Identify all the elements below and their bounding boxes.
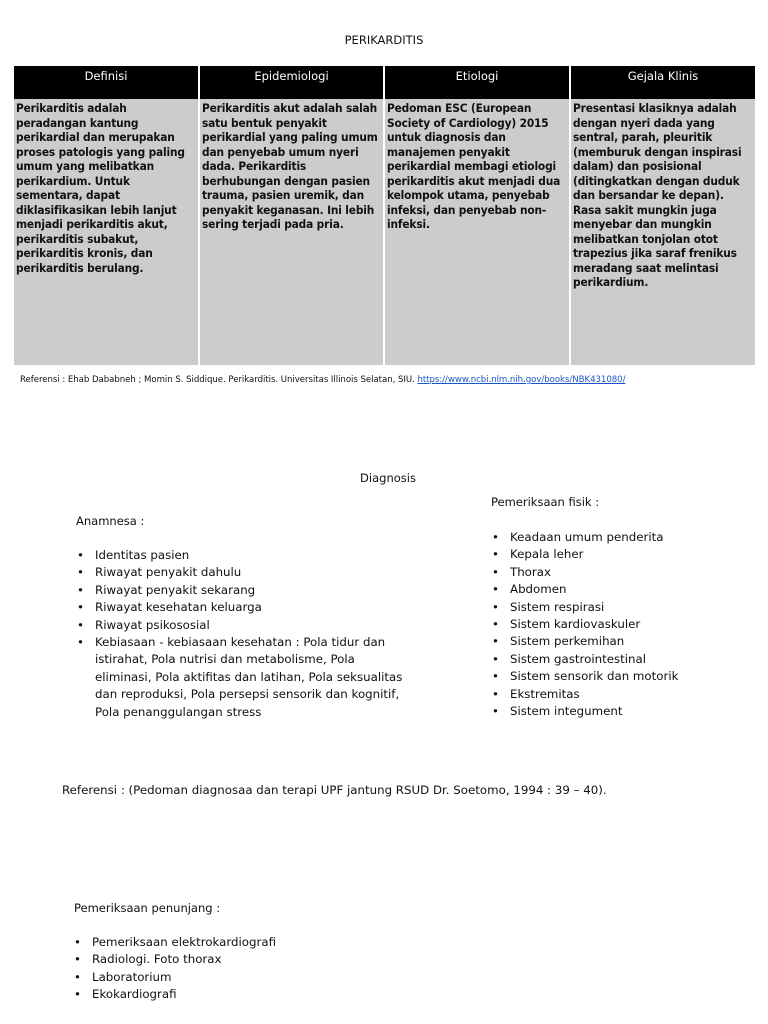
bullet-icon: •	[492, 669, 499, 684]
bullet-icon: •	[492, 530, 499, 544]
header-etiologi: Etiologi	[385, 66, 569, 99]
list-item: • Radiologi. Foto thorax	[74, 951, 374, 968]
bullet-icon: •	[77, 582, 84, 597]
bullet-icon: •	[77, 617, 84, 632]
bullet-icon: •	[492, 634, 499, 649]
list-item: • Kebiasaan - kebiasaan kesehatan : Pola tidur dan istirahat, Pola nutrisi dan metabolisme, Pola eliminasi, Pola aktifitas dan latihan, Pola seksualitas dan reproduksi, Pola persepsi sensorik dan kognitif, Pola penanggulangan stress	[77, 635, 403, 719]
cell-definisi: Perikarditis adalah peradangan kantung perikardial dan merupakan proses patologis yang paling umum yang melibatkan perikardium. Untuk sementara, dapat diklasifikasikan lebih lanjut menjadi perikarditis akut, perikarditis subakut, perikarditis kronis, dan perikarditis berulang.	[14, 99, 198, 365]
cell-epidemiologi: Perikarditis akut adalah salah satu bentuk penyakit perikardial yang paling umum dan penyebab umum nyeri dada. Perikarditis berhubungan dengan pasien trauma, pasien uremik, dan penyakit keganasan. Ini lebih sering terjadi pada pria.	[200, 99, 383, 365]
list-item: • Sistem respirasi	[492, 599, 742, 616]
reference-2: Referensi : (Pedoman diagnosaa dan terapi UPF jantung RSUD Dr. Soetomo, 1994 : 39 – 40).	[62, 783, 607, 797]
table-row	[14, 99, 755, 365]
list-item: • Sistem gastrointestinal	[492, 651, 742, 668]
list-item: • Thorax	[492, 564, 742, 581]
list-item: • Sistem perkemihan	[492, 633, 742, 650]
list-item: • Ekstremitas	[492, 686, 742, 703]
reference-1-text: Referensi : Ehab Dababneh ; Momin S. Siddique. Perikarditis. Universitas Illinois Selatan, SIU.	[20, 375, 415, 385]
list-item: • Laboratorium	[74, 969, 374, 986]
reference-1	[20, 375, 625, 385]
header-epidemiologi: Epidemiologi	[200, 66, 383, 99]
bullet-icon: •	[77, 600, 84, 615]
list-item: • Riwayat kesehatan keluarga	[77, 599, 407, 616]
list-item: • Ekokardiografi	[74, 986, 374, 1003]
bullet-icon: •	[492, 564, 499, 579]
list-item: • Sistem kardiovaskuler	[492, 616, 742, 633]
anamnesa-label: Anamnesa :	[76, 514, 145, 528]
bullet-icon: •	[74, 952, 81, 967]
bullet-icon: •	[492, 547, 499, 562]
bullet-icon: •	[492, 617, 499, 632]
pemeriksaan-penunjang-label: Pemeriksaan penunjang :	[74, 901, 221, 915]
cell-etiologi: Pedoman ESC (European Society of Cardiology) 2015 untuk diagnosis dan manajemen penyakit perikardial membagi etiologi perikarditis akut menjadi dua kelompok utama, penyebab infeksi, dan penyebab non-infeksi.	[385, 99, 569, 365]
bullet-icon: •	[492, 599, 499, 614]
list-item: • Abdomen	[492, 581, 742, 598]
list-item: • Keadaan umum penderita	[492, 529, 742, 546]
pemeriksaan-fisik-list	[492, 529, 742, 720]
cell-gejala-klinis: Presentasi klasiknya adalah dengan nyeri dada yang sentral, parah, pleuritik (memburuk dengan inspirasi dalam) dan posisional (ditingkatkan dengan duduk dan bersandar ke depan). Rasa sakit mungkin juga menyebar dan mungkin melibatkan tonjolan otot trapezius jika saraf frenikus meradang saat melintasi perikardium.	[571, 99, 755, 365]
bullet-icon: •	[74, 969, 81, 984]
bullet-icon: •	[492, 686, 499, 701]
page-title: PERIKARDITIS	[344, 33, 424, 47]
bullet-icon: •	[492, 704, 499, 719]
reference-1-link[interactable]: https://www.ncbi.nlm.nih.gov/books/NBK431080/	[417, 375, 626, 385]
pemeriksaan-fisik-label: Pemeriksaan fisik :	[491, 495, 600, 509]
list-item: • Riwayat penyakit dahulu	[77, 564, 407, 581]
bullet-icon: •	[74, 935, 81, 949]
header-definisi: Definisi	[14, 66, 198, 99]
bullet-icon: •	[77, 635, 84, 650]
list-item: • Sistem integument	[492, 703, 742, 720]
list-item: • Identitas pasien	[77, 547, 407, 564]
header-gejala-klinis: Gejala Klinis	[571, 66, 755, 99]
perikarditis-table	[12, 66, 757, 365]
list-item: • Sistem sensorik dan motorik	[492, 668, 742, 685]
bullet-icon: •	[74, 987, 81, 1002]
list-item: • Riwayat psikososial	[77, 617, 407, 634]
bullet-icon: •	[492, 651, 499, 666]
anamnesa-list	[77, 547, 407, 721]
list-item: • Kepala leher	[492, 546, 742, 563]
list-item: • Riwayat penyakit sekarang	[77, 582, 407, 599]
bullet-icon: •	[77, 565, 84, 580]
list-item: • Pemeriksaan elektrokardiografi	[74, 934, 374, 951]
bullet-icon: •	[77, 548, 84, 562]
diagnosis-title: Diagnosis	[360, 471, 416, 485]
table-header-row	[14, 66, 755, 99]
pemeriksaan-penunjang-list	[74, 934, 374, 1004]
bullet-icon: •	[492, 582, 499, 597]
